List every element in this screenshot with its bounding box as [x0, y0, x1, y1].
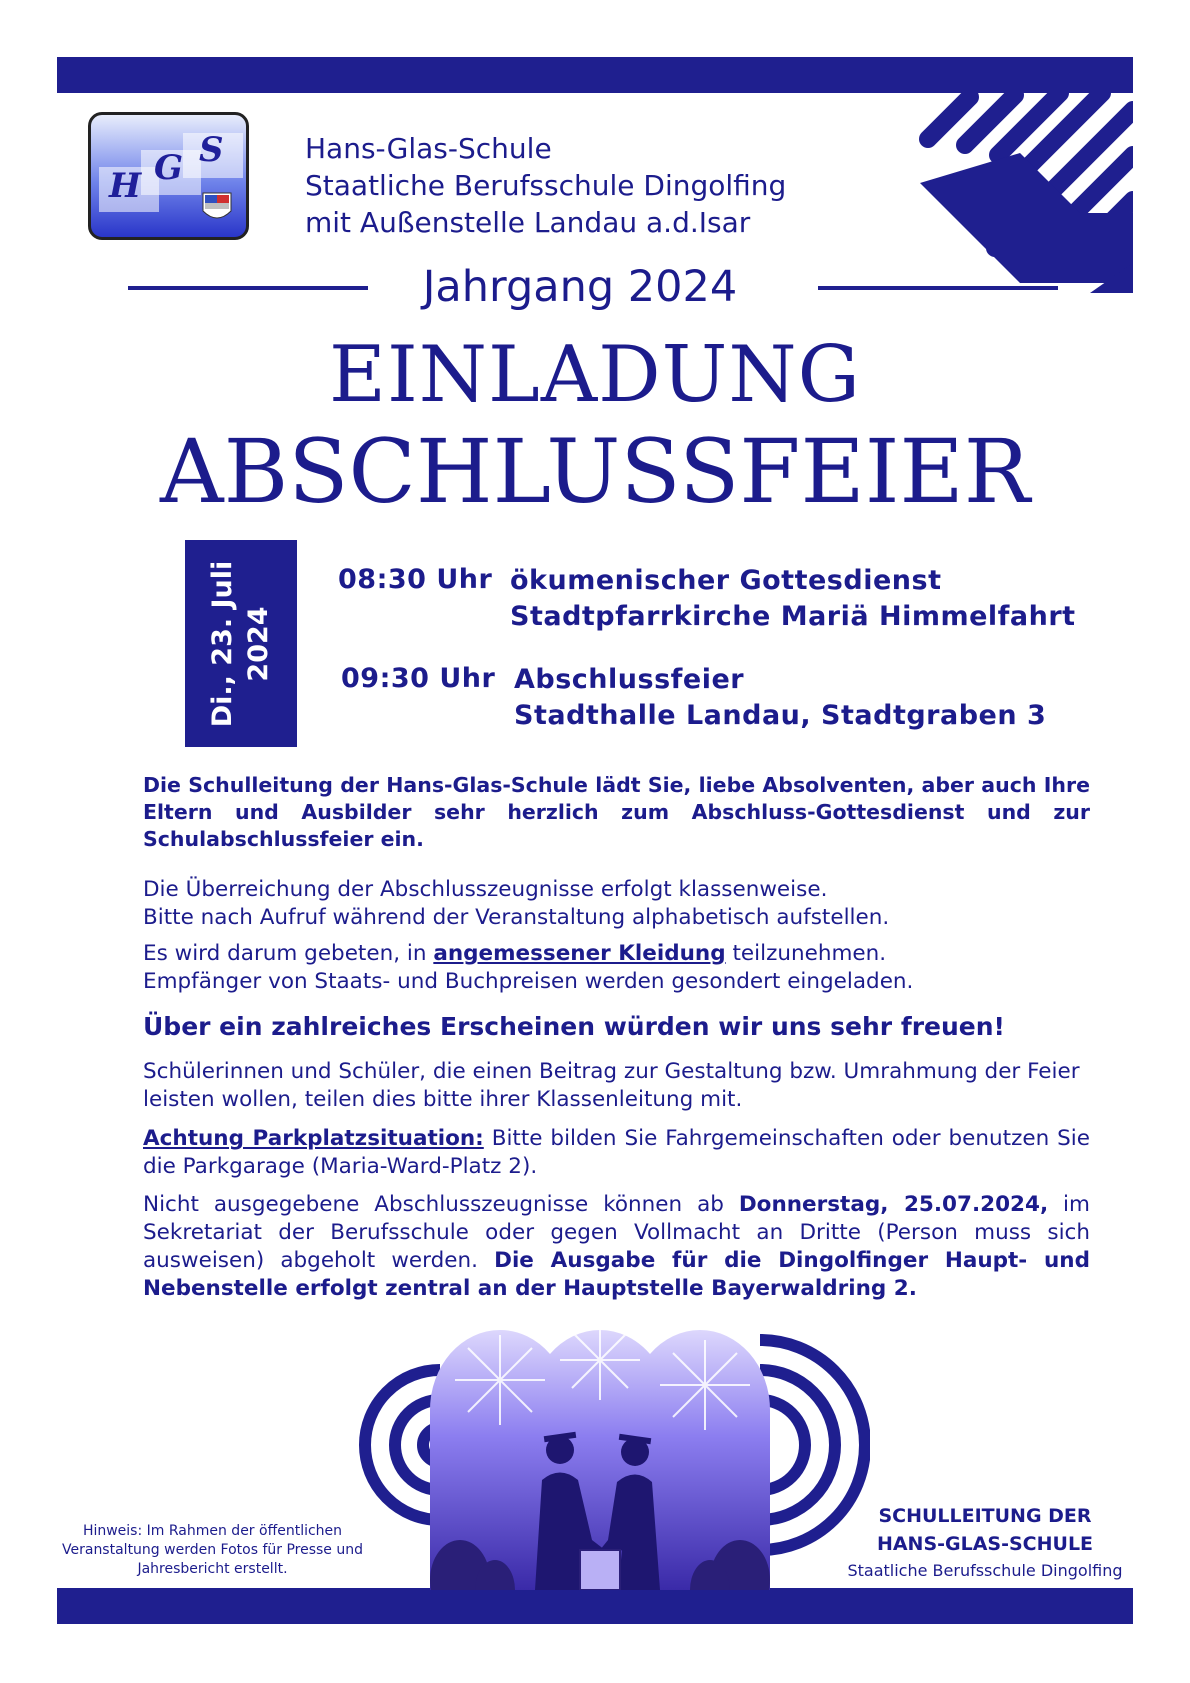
parkplatz-text: Bitte bilden Sie Fahrgemeinschaften oder benutzen Sie die Parkgarage (Maria-Ward-Platz 2).	[143, 1126, 1091, 1179]
kleidung-post: teilzunehmen.	[725, 941, 887, 966]
parkplatz-label: Achtung Parkplatzsituation:	[143, 1126, 484, 1151]
signature-line1: SCHULLEITUNG DER	[878, 1505, 1092, 1527]
ausgabe-d: Die Ausgabe für die Dingolfinger Haupt- und Nebenstelle erfolgt zentral an der Hauptstelle Bayerwaldring 2.	[143, 1248, 1091, 1301]
paragraph-kleidung-line2: Empfänger von Staats- und Buchpreisen werden gesondert eingeladen.	[143, 969, 914, 994]
date-day: Di., 23. Juli	[207, 560, 238, 727]
school-header	[305, 130, 786, 241]
photo-notice: Hinweis: Im Rahmen der öffentlichen Veranstaltung werden Fotos für Presse und Jahresbericht erstellt.	[62, 1523, 363, 1577]
date-text	[205, 544, 277, 744]
paragraph-kleidung	[143, 940, 1090, 996]
paragraph-zeugnisse-line1: Die Überreichung der Abschlusszeugnisse erfolgt klassenweise.	[143, 877, 828, 902]
signature-block	[820, 1502, 1150, 1584]
signature-line3: Staatliche Berufsschule Dingolfing	[847, 1561, 1123, 1580]
paragraph-zeugnisse	[143, 876, 1090, 932]
svg-text:G: G	[154, 148, 184, 188]
school-branch: mit Außenstelle Landau a.d.Isar	[305, 206, 751, 239]
title-einladung: EINLADUNG	[329, 330, 861, 420]
intro-paragraph: Die Schulleitung der Hans-Glas-Schule lädt Sie, liebe Absolventen, aber auch Ihre Eltern und Ausbilder sehr herzlich zum Abschluss-Gottesdienst und zur Schulabschlussfeier ein.	[143, 773, 1090, 851]
schedule-entry-1	[510, 563, 1076, 635]
schedule-event-1: ökumenischer Gottesdienst	[510, 565, 942, 596]
ausgabe-a: Nicht ausgegebene Abschlusszeugnisse können ab	[143, 1192, 739, 1217]
graduation-illustration	[330, 1310, 870, 1590]
kleidung-pre: Es wird darum gebeten, in	[143, 941, 434, 966]
paragraph-ausgabe	[143, 1191, 1090, 1303]
title-abschlussfeier: ABSCHLUSSFEIER	[160, 420, 1030, 523]
school-logo	[88, 112, 249, 240]
schedule-location-1: Stadtpfarrkirche Mariä Himmelfahrt	[510, 601, 1076, 632]
ausgabe-c: im Sekretariat der Berufsschule oder gegen Vollmacht an Dritte (Person muss sich ausweisen) abgeholt werden.	[143, 1192, 1090, 1273]
school-type: Staatliche Berufsschule Dingolfing	[305, 169, 787, 202]
paragraph-parkplatz	[143, 1125, 1090, 1181]
ausgabe-date: Donnerstag, 25.07.2024,	[738, 1192, 1049, 1217]
paragraph-kleidung-line1	[143, 940, 1090, 968]
signature-line2: HANS-GLAS-SCHULE	[876, 1533, 1094, 1555]
schedule-location-2: Stadthalle Landau, Stadtgraben 3	[514, 700, 1047, 731]
kleidung-link: angemessener Kleidung	[433, 941, 726, 966]
year-label: Jahrgang 2024	[422, 262, 738, 312]
svg-text:H: H	[109, 166, 142, 206]
schedule-entry-2	[514, 662, 1046, 734]
arc-decoration-left	[365, 1370, 440, 1520]
diagonal-stripes-decoration	[880, 93, 1133, 298]
date-year: 2024	[243, 605, 274, 682]
svg-text:S: S	[199, 130, 224, 170]
divider-right	[818, 286, 1058, 290]
paragraph-zeugnisse-line2: Bitte nach Aufruf während der Veranstaltung alphabetisch aufstellen.	[143, 905, 890, 930]
schedule-event-2: Abschlussfeier	[514, 664, 745, 695]
hgs-logo-graphic	[91, 115, 246, 237]
paragraph-beitrag: Schülerinnen und Schüler, die einen Beitrag zur Gestaltung bzw. Umrahmung der Feier leisten wollen, teilen dies bitte ihrer Klassenleitung mit.	[143, 1059, 1080, 1112]
divider-left	[128, 286, 368, 290]
top-bar	[57, 57, 1133, 93]
school-name: Hans-Glas-Schule	[305, 132, 552, 165]
schedule-time-2: 09:30 Uhr	[341, 663, 496, 694]
date-box	[185, 540, 297, 747]
schedule-time-1: 08:30 Uhr	[338, 564, 493, 595]
bottom-bar	[57, 1588, 1133, 1624]
headline-freuen: Über ein zahlreiches Erscheinen würden wir uns sehr freuen!	[143, 1012, 1005, 1041]
